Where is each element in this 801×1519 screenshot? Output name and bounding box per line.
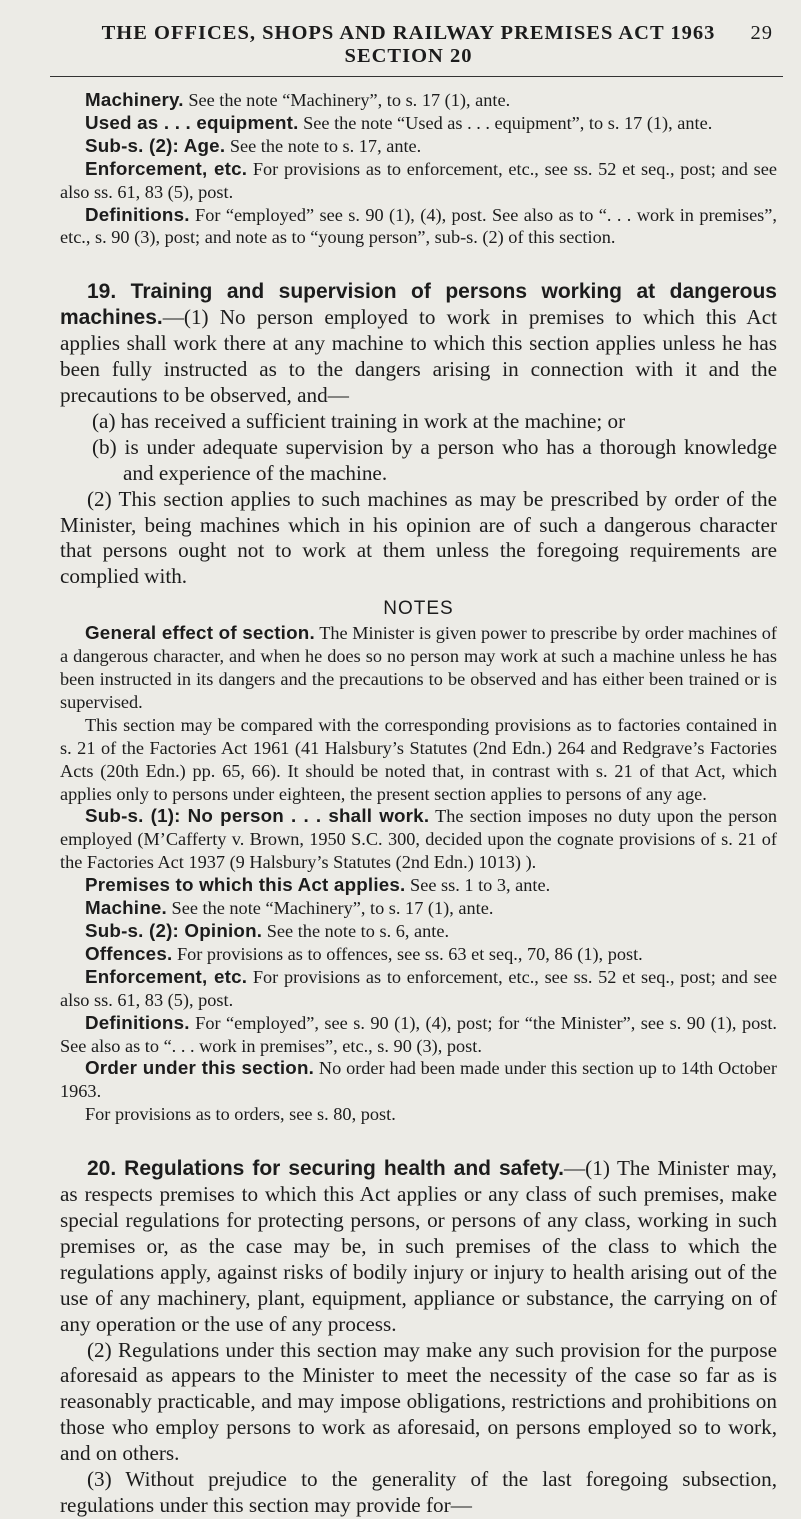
note-heading: Offences. <box>85 942 173 964</box>
notes-title: NOTES <box>383 598 454 620</box>
note-paragraph <box>60 135 777 158</box>
note-text: See ss. 1 to 3, ante. <box>410 875 551 896</box>
note-paragraph <box>60 966 777 1012</box>
section-20-subsection-3: (3) Without prejudice to the generality of the last foregoing subsection, regulations under this section may provide for— <box>60 1467 777 1517</box>
note-heading: Used as . . . equipment. <box>85 111 299 133</box>
note-paragraph <box>60 874 777 897</box>
note-text: See the note “Machinery”, to s. 17 (1), ante. <box>188 90 511 110</box>
note-paragraph <box>60 897 777 920</box>
note-paragraph <box>60 622 777 714</box>
section-19-subsection-2: (2) This section applies to such machines as may be prescribed by order of the Minister, being machines which in his opinion are of such a dangerous character that persons ought not to work at them unless the foregoing requirements are complied with. <box>60 486 777 589</box>
note-heading: Machine. <box>85 897 167 919</box>
note-text: For provisions as to enforcement, etc., see ss. 52 et seq., post; and see also ss. 61, 83 (5), post. <box>60 158 777 202</box>
note-heading: Sub-s. (2): Age. <box>85 134 226 156</box>
note-paragraph <box>60 158 777 204</box>
section-19-subsection-1 <box>60 279 777 409</box>
note-text: For “employed” see s. 90 (1), (4), post. See also as to “. . . work in premises”, etc., s. 90 (3), post; and note as to “young person”, sub-s. (2) of this section. <box>60 204 777 248</box>
note-text: This section may be compared with the corresponding provisions as to factories contained in s. 21 of the Factories Act 1961 (41 Halsbury’s Statutes (2nd Edn.) 264 and Redgrave’s Factories Acts (20th Edn.) pp. 65, 66). It should be noted that, in contrast with s. 21 of that Act, which applies only to persons under eighteen, the present section applies to persons of any age. <box>60 714 777 804</box>
note-text: For provisions as to enforcement, etc., see ss. 52 et seq., post; and see also ss. 61, 83 (5), post. <box>60 966 777 1010</box>
note-paragraph <box>60 1103 777 1126</box>
note-text: The Minister is given power to prescribe by order machines of a dangerous character, and when he does so no person may work at such a machine unless he has been instructed in its dangers and the precautions to be observed and has either been trained or is supervised. <box>60 623 778 712</box>
section-20-subsection-1-text: —(1) The Minister may, as respects premises to which this Act applies or any class of such premises, make special regulations for protecting persons, or persons of any class, working in such premises or, as the case may be, in such premises of the class to which the regulations apply, against risks of bodily injury or injury to health arising out of the use of any machinery, plant, equipment, appliance or substance, the carrying on of any operation or the use of any process. <box>60 1156 777 1336</box>
note-text: For provisions as to orders, see s. 80, post. <box>85 1104 396 1125</box>
note-heading: Premises to which this Act applies. <box>85 874 406 896</box>
note-heading: Definitions. <box>85 203 190 225</box>
section-20 <box>60 1156 777 1519</box>
note-heading: Sub-s. (1): No person . . . shall work. <box>85 805 430 827</box>
note-heading: Order under this section. <box>85 1057 315 1079</box>
section-19 <box>60 279 777 590</box>
note-paragraph <box>60 943 777 966</box>
note-paragraph <box>60 204 777 250</box>
section-19-item-a: (a) has received a sufficient training in work at the machine; or <box>92 408 626 433</box>
section-20-heading: 20. Regulations for securing health and safety. <box>87 1157 564 1181</box>
note-text: For provisions as to offences, see ss. 63 et seq., 70, 86 (1), post. <box>176 943 643 964</box>
note-text: See the note “Machinery”, to s. 17 (1), ante. <box>171 898 494 919</box>
page-header <box>40 22 777 68</box>
note-text: See the note to s. 6, ante. <box>266 921 450 941</box>
note-heading: General effect of section. <box>85 622 315 644</box>
note-heading: Sub-s. (2): Opinion. <box>85 920 263 941</box>
note-heading: Enforcement, etc. <box>85 157 248 179</box>
note-heading: Machinery. <box>85 89 184 110</box>
note-paragraph <box>60 112 777 135</box>
note-text: No order had been made under this section up to 14th October 1963. <box>60 1058 777 1102</box>
note-paragraph <box>60 805 777 874</box>
section-label: SECTION 20 <box>344 45 473 67</box>
notes-list <box>60 622 777 1126</box>
section-19-heading: 19. Training and supervision of persons working at dangerous machines. <box>60 280 777 330</box>
header-rule <box>50 76 783 77</box>
note-text: The section imposes no duty upon the person employed (M’Cafferty v. Brown, 1950 S.C. 300, decided upon the cognate provisions of s. 21 of the Factories Act 1937 (9 Halsbury’s Statutes (2nd Edn.) 1013) ). <box>60 806 777 873</box>
note-text: See the note to s. 17, ante. <box>229 135 422 156</box>
note-paragraph <box>60 920 777 943</box>
top-notes <box>60 89 777 249</box>
note-heading: Definitions. <box>85 1011 190 1033</box>
running-title: THE OFFICES, SHOPS AND RAILWAY PREMISES ACT 1963 <box>101 22 716 44</box>
note-text: For “employed”, see s. 90 (1), (4), post; for “the Minister”, see s. 90 (1), post. See also as to “. . . work in premises”, etc., s. 90 (3), post. <box>60 1012 777 1056</box>
section-20-subsection-1 <box>60 1156 777 1337</box>
section-19-subsection-1-text: —(1) No person employed to work in premises to which this Act applies shall work there at any machine to which this section applies unless he has been fully instructed as to the dangers arising in connection with it and the precautions to be observed, and— <box>60 305 777 407</box>
note-paragraph <box>60 714 777 806</box>
note-paragraph <box>60 89 777 112</box>
note-paragraph <box>60 1012 777 1058</box>
section-19-item-b: (b) is under adequate supervision by a person who has a thorough knowledge and experience of the machine. <box>92 434 777 485</box>
note-text: See the note “Used as . . . equipment”, to s. 17 (1), ante. <box>303 112 713 133</box>
note-paragraph <box>60 1057 777 1103</box>
page-number: 29 <box>750 22 773 44</box>
note-heading: Enforcement, etc. <box>85 965 248 987</box>
section-20-subsection-2: (2) Regulations under this section may make any such provision for the purpose aforesaid as appears to the Minister to meet the necessity of the case so far as is reasonably practicable, and may impose obligations, restrictions and prohibitions on those who employ persons to work as aforesaid, on persons employed so to work, and on others. <box>60 1337 777 1466</box>
